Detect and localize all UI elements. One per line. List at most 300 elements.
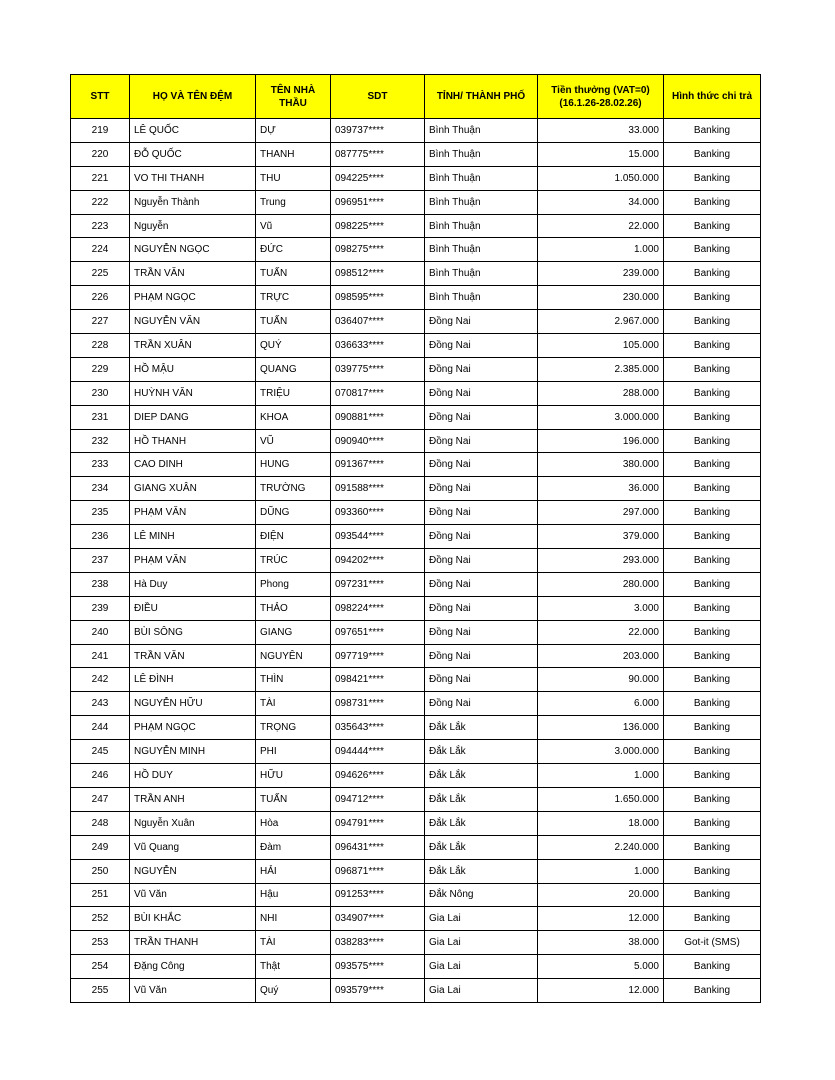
cell-hinh-thuc-chi-tra: Banking (664, 955, 761, 979)
cell-ho-ten-dem: Nguyễn Thành (130, 190, 256, 214)
cell-ho-ten-dem: TRẦN VĂN (130, 644, 256, 668)
cell-tien-thuong: 105.000 (538, 334, 664, 358)
cell-tien-thuong: 380.000 (538, 453, 664, 477)
cell-tinh-thanh-pho: Gia Lai (425, 931, 538, 955)
table-row (71, 286, 761, 310)
cell-tinh-thanh-pho: Gia Lai (425, 907, 538, 931)
cell-hinh-thuc-chi-tra: Banking (664, 764, 761, 788)
cell-ho-ten-dem: TRẦN XUÂN (130, 334, 256, 358)
cell-ten-nha-thau: QUÝ (256, 334, 331, 358)
cell-tien-thuong: 288.000 (538, 381, 664, 405)
cell-tien-thuong: 2.385.000 (538, 357, 664, 381)
cell-tien-thuong: 379.000 (538, 525, 664, 549)
cell-sdt: 096871**** (331, 859, 425, 883)
cell-stt: 220 (71, 142, 130, 166)
cell-hinh-thuc-chi-tra: Banking (664, 477, 761, 501)
cell-tien-thuong: 230.000 (538, 286, 664, 310)
table-row (71, 692, 761, 716)
cell-ho-ten-dem: ĐỖ QUỐC (130, 142, 256, 166)
cell-sdt: 093544**** (331, 525, 425, 549)
cell-hinh-thuc-chi-tra: Banking (664, 119, 761, 143)
table-row (71, 907, 761, 931)
cell-stt: 224 (71, 238, 130, 262)
table-row (71, 787, 761, 811)
cell-hinh-thuc-chi-tra: Banking (664, 286, 761, 310)
header-sdt: SDT (331, 75, 425, 119)
cell-ten-nha-thau: THU (256, 166, 331, 190)
cell-tinh-thanh-pho: Đồng Nai (425, 429, 538, 453)
cell-stt: 225 (71, 262, 130, 286)
cell-hinh-thuc-chi-tra: Banking (664, 262, 761, 286)
cell-ten-nha-thau: HỮU (256, 764, 331, 788)
cell-tien-thuong: 2.240.000 (538, 835, 664, 859)
cell-tinh-thanh-pho: Đắk Lắk (425, 787, 538, 811)
cell-ho-ten-dem: PHẠM VĂN (130, 501, 256, 525)
cell-hinh-thuc-chi-tra: Got-it (SMS) (664, 931, 761, 955)
table-row (71, 740, 761, 764)
cell-tien-thuong: 196.000 (538, 429, 664, 453)
cell-ho-ten-dem: BÙI SÔNG (130, 620, 256, 644)
table-row (71, 596, 761, 620)
table-header-row (71, 75, 761, 119)
cell-tien-thuong: 5.000 (538, 955, 664, 979)
cell-stt: 229 (71, 357, 130, 381)
cell-stt: 246 (71, 764, 130, 788)
cell-ten-nha-thau: DỰ (256, 119, 331, 143)
cell-tinh-thanh-pho: Đắk Nông (425, 883, 538, 907)
cell-tinh-thanh-pho: Bình Thuận (425, 238, 538, 262)
cell-tinh-thanh-pho: Đồng Nai (425, 334, 538, 358)
cell-sdt: 087775**** (331, 142, 425, 166)
cell-tinh-thanh-pho: Đồng Nai (425, 453, 538, 477)
cell-tien-thuong: 136.000 (538, 716, 664, 740)
cell-tien-thuong: 1.000 (538, 859, 664, 883)
cell-stt: 249 (71, 835, 130, 859)
cell-ten-nha-thau: Thật (256, 955, 331, 979)
header-ten-nha-thau: TÊN NHÀ THẦU (256, 75, 331, 119)
cell-ho-ten-dem: NGUYỄN VĂN (130, 310, 256, 334)
cell-tien-thuong: 293.000 (538, 549, 664, 573)
cell-stt: 241 (71, 644, 130, 668)
table-row (71, 811, 761, 835)
cell-sdt: 091588**** (331, 477, 425, 501)
cell-ho-ten-dem: PHẠM NGỌC (130, 286, 256, 310)
cell-ten-nha-thau: TUẤN (256, 310, 331, 334)
cell-ho-ten-dem: BÙI KHẮC (130, 907, 256, 931)
cell-ten-nha-thau: VŨ (256, 429, 331, 453)
table-row (71, 381, 761, 405)
table-row (71, 931, 761, 955)
header-tien-thuong-line2: (16.1.26-28.02.26) (559, 97, 642, 109)
cell-sdt: 096431**** (331, 835, 425, 859)
cell-tinh-thanh-pho: Đồng Nai (425, 477, 538, 501)
cell-sdt: 094712**** (331, 787, 425, 811)
cell-tinh-thanh-pho: Đồng Nai (425, 596, 538, 620)
cell-hinh-thuc-chi-tra: Banking (664, 716, 761, 740)
table-row (71, 357, 761, 381)
cell-tien-thuong: 38.000 (538, 931, 664, 955)
table-row (71, 429, 761, 453)
table-row (71, 716, 761, 740)
cell-tien-thuong: 1.050.000 (538, 166, 664, 190)
header-stt: STT (71, 75, 130, 119)
cell-hinh-thuc-chi-tra: Banking (664, 740, 761, 764)
cell-tien-thuong: 1.650.000 (538, 787, 664, 811)
cell-tinh-thanh-pho: Đồng Nai (425, 668, 538, 692)
table-row (71, 620, 761, 644)
cell-ho-ten-dem: Đặng Công (130, 955, 256, 979)
cell-ten-nha-thau: Hậu (256, 883, 331, 907)
cell-tien-thuong: 2.967.000 (538, 310, 664, 334)
cell-hinh-thuc-chi-tra: Banking (664, 190, 761, 214)
cell-tinh-thanh-pho: Đồng Nai (425, 357, 538, 381)
cell-tinh-thanh-pho: Đắk Lắk (425, 859, 538, 883)
cell-tien-thuong: 280.000 (538, 572, 664, 596)
cell-sdt: 098731**** (331, 692, 425, 716)
cell-ho-ten-dem: VO THI THANH (130, 166, 256, 190)
cell-ho-ten-dem: Vũ Văn (130, 883, 256, 907)
cell-tien-thuong: 36.000 (538, 477, 664, 501)
cell-hinh-thuc-chi-tra: Banking (664, 525, 761, 549)
cell-sdt: 098421**** (331, 668, 425, 692)
cell-sdt: 098224**** (331, 596, 425, 620)
cell-tinh-thanh-pho: Bình Thuận (425, 262, 538, 286)
cell-stt: 238 (71, 572, 130, 596)
cell-tien-thuong: 22.000 (538, 620, 664, 644)
cell-stt: 240 (71, 620, 130, 644)
cell-ho-ten-dem: Vũ Quang (130, 835, 256, 859)
cell-hinh-thuc-chi-tra: Banking (664, 166, 761, 190)
header-tien-thuong-line1: Tiền thưởng (VAT=0) (551, 84, 650, 96)
cell-ten-nha-thau: TRỌNG (256, 716, 331, 740)
cell-tinh-thanh-pho: Đắk Lắk (425, 764, 538, 788)
cell-ten-nha-thau: ĐỨC (256, 238, 331, 262)
cell-tinh-thanh-pho: Bình Thuận (425, 166, 538, 190)
cell-tinh-thanh-pho: Đồng Nai (425, 310, 538, 334)
cell-tinh-thanh-pho: Bình Thuận (425, 142, 538, 166)
cell-hinh-thuc-chi-tra: Banking (664, 549, 761, 573)
table-row (71, 668, 761, 692)
cell-stt: 248 (71, 811, 130, 835)
cell-hinh-thuc-chi-tra: Banking (664, 668, 761, 692)
cell-ho-ten-dem: CAO DINH (130, 453, 256, 477)
table-row (71, 979, 761, 1003)
cell-sdt: 090940**** (331, 429, 425, 453)
cell-stt: 222 (71, 190, 130, 214)
cell-hinh-thuc-chi-tra: Banking (664, 811, 761, 835)
cell-sdt: 097651**** (331, 620, 425, 644)
cell-tinh-thanh-pho: Đắk Lắk (425, 835, 538, 859)
cell-ten-nha-thau: THANH (256, 142, 331, 166)
cell-stt: 226 (71, 286, 130, 310)
cell-stt: 227 (71, 310, 130, 334)
cell-tien-thuong: 203.000 (538, 644, 664, 668)
header-ho-ten-dem: HỌ VÀ TÊN ĐỆM (130, 75, 256, 119)
cell-tinh-thanh-pho: Bình Thuận (425, 190, 538, 214)
cell-tien-thuong: 12.000 (538, 979, 664, 1003)
cell-sdt: 098512**** (331, 262, 425, 286)
cell-tien-thuong: 15.000 (538, 142, 664, 166)
cell-hinh-thuc-chi-tra: Banking (664, 142, 761, 166)
cell-ho-ten-dem: PHẠM VĂN (130, 549, 256, 573)
cell-ho-ten-dem: HỒ DUY (130, 764, 256, 788)
table-row (71, 262, 761, 286)
cell-sdt: 093575**** (331, 955, 425, 979)
cell-ten-nha-thau: THÌN (256, 668, 331, 692)
cell-ten-nha-thau: TRÚC (256, 549, 331, 573)
cell-hinh-thuc-chi-tra: Banking (664, 214, 761, 238)
cell-tinh-thanh-pho: Đắk Lắk (425, 811, 538, 835)
cell-sdt: 094202**** (331, 549, 425, 573)
cell-ten-nha-thau: TUẤN (256, 262, 331, 286)
cell-ho-ten-dem: TRẦN THANH (130, 931, 256, 955)
table-row (71, 572, 761, 596)
cell-tinh-thanh-pho: Bình Thuận (425, 214, 538, 238)
cell-stt: 247 (71, 787, 130, 811)
cell-tien-thuong: 1.000 (538, 764, 664, 788)
cell-tinh-thanh-pho: Đắk Lắk (425, 740, 538, 764)
table-row (71, 166, 761, 190)
cell-hinh-thuc-chi-tra: Banking (664, 692, 761, 716)
cell-ho-ten-dem: DIEP DANG (130, 405, 256, 429)
cell-stt: 244 (71, 716, 130, 740)
cell-ho-ten-dem: Nguyễn Xuân (130, 811, 256, 835)
cell-ten-nha-thau: GIANG (256, 620, 331, 644)
cell-ten-nha-thau: TRIỆU (256, 381, 331, 405)
cell-sdt: 094626**** (331, 764, 425, 788)
cell-ten-nha-thau: TUẤN (256, 787, 331, 811)
cell-sdt: 036633**** (331, 334, 425, 358)
cell-ten-nha-thau: TRƯỜNG (256, 477, 331, 501)
cell-sdt: 098225**** (331, 214, 425, 238)
cell-sdt: 090881**** (331, 405, 425, 429)
table-body (71, 119, 761, 1003)
cell-hinh-thuc-chi-tra: Banking (664, 381, 761, 405)
table-row (71, 214, 761, 238)
cell-hinh-thuc-chi-tra: Banking (664, 596, 761, 620)
cell-ten-nha-thau: HẢI (256, 859, 331, 883)
cell-hinh-thuc-chi-tra: Banking (664, 405, 761, 429)
table-row (71, 525, 761, 549)
header-tien-thuong (538, 75, 664, 119)
cell-sdt: 039775**** (331, 357, 425, 381)
cell-ho-ten-dem: Vũ Văn (130, 979, 256, 1003)
cell-hinh-thuc-chi-tra: Banking (664, 453, 761, 477)
cell-hinh-thuc-chi-tra: Banking (664, 310, 761, 334)
cell-ho-ten-dem: TRẦN ANH (130, 787, 256, 811)
cell-tinh-thanh-pho: Bình Thuận (425, 286, 538, 310)
cell-sdt: 091367**** (331, 453, 425, 477)
cell-hinh-thuc-chi-tra: Banking (664, 644, 761, 668)
cell-tien-thuong: 90.000 (538, 668, 664, 692)
cell-ho-ten-dem: TRẦN VĂN (130, 262, 256, 286)
cell-stt: 235 (71, 501, 130, 525)
cell-tinh-thanh-pho: Đồng Nai (425, 501, 538, 525)
cell-sdt: 094225**** (331, 166, 425, 190)
cell-ten-nha-thau: QUANG (256, 357, 331, 381)
cell-tien-thuong: 6.000 (538, 692, 664, 716)
cell-ho-ten-dem: NGUYỄN (130, 859, 256, 883)
table-row (71, 119, 761, 143)
cell-tinh-thanh-pho: Đồng Nai (425, 405, 538, 429)
cell-ho-ten-dem: LÊ QUỐC (130, 119, 256, 143)
cell-sdt: 093579**** (331, 979, 425, 1003)
cell-hinh-thuc-chi-tra: Banking (664, 620, 761, 644)
table-row (71, 477, 761, 501)
cell-hinh-thuc-chi-tra: Banking (664, 979, 761, 1003)
cell-ten-nha-thau: NHI (256, 907, 331, 931)
cell-ten-nha-thau: THẢO (256, 596, 331, 620)
cell-tien-thuong: 20.000 (538, 883, 664, 907)
cell-sdt: 070817**** (331, 381, 425, 405)
cell-ten-nha-thau: PHI (256, 740, 331, 764)
header-tinh-thanh-pho: TỈNH/ THÀNH PHỐ (425, 75, 538, 119)
cell-tinh-thanh-pho: Đồng Nai (425, 381, 538, 405)
cell-sdt: 038283**** (331, 931, 425, 955)
cell-tinh-thanh-pho: Bình Thuận (425, 119, 538, 143)
cell-tien-thuong: 239.000 (538, 262, 664, 286)
cell-sdt: 096951**** (331, 190, 425, 214)
cell-tien-thuong: 297.000 (538, 501, 664, 525)
cell-stt: 233 (71, 453, 130, 477)
cell-ho-ten-dem: LÊ ĐÌNH (130, 668, 256, 692)
cell-ten-nha-thau: TRỰC (256, 286, 331, 310)
cell-stt: 245 (71, 740, 130, 764)
cell-ten-nha-thau: ĐIỆN (256, 525, 331, 549)
cell-ten-nha-thau: DŨNG (256, 501, 331, 525)
reward-table (70, 74, 761, 1003)
cell-tien-thuong: 33.000 (538, 119, 664, 143)
cell-sdt: 094444**** (331, 740, 425, 764)
cell-sdt: 098275**** (331, 238, 425, 262)
cell-sdt: 091253**** (331, 883, 425, 907)
cell-ten-nha-thau: Đàm (256, 835, 331, 859)
cell-tinh-thanh-pho: Đồng Nai (425, 572, 538, 596)
cell-ho-ten-dem: LÊ MINH (130, 525, 256, 549)
cell-tinh-thanh-pho: Gia Lai (425, 955, 538, 979)
cell-ten-nha-thau: Hòa (256, 811, 331, 835)
cell-ho-ten-dem: Hà Duy (130, 572, 256, 596)
table-row (71, 405, 761, 429)
cell-sdt: 039737**** (331, 119, 425, 143)
table-row (71, 764, 761, 788)
cell-stt: 242 (71, 668, 130, 692)
cell-sdt: 097719**** (331, 644, 425, 668)
cell-stt: 221 (71, 166, 130, 190)
table-row (71, 310, 761, 334)
table-row (71, 955, 761, 979)
cell-stt: 234 (71, 477, 130, 501)
cell-tien-thuong: 12.000 (538, 907, 664, 931)
cell-stt: 228 (71, 334, 130, 358)
cell-ho-ten-dem: GIANG XUÂN (130, 477, 256, 501)
cell-stt: 223 (71, 214, 130, 238)
table-row (71, 835, 761, 859)
cell-hinh-thuc-chi-tra: Banking (664, 907, 761, 931)
cell-ten-nha-thau: Vũ (256, 214, 331, 238)
cell-ho-ten-dem: HUỲNH VĂN (130, 381, 256, 405)
cell-ten-nha-thau: NGUYÊN (256, 644, 331, 668)
cell-stt: 219 (71, 119, 130, 143)
cell-hinh-thuc-chi-tra: Banking (664, 238, 761, 262)
cell-sdt: 034907**** (331, 907, 425, 931)
cell-tinh-thanh-pho: Đồng Nai (425, 692, 538, 716)
cell-ten-nha-thau: Phong (256, 572, 331, 596)
cell-hinh-thuc-chi-tra: Banking (664, 429, 761, 453)
table-row (71, 859, 761, 883)
cell-tinh-thanh-pho: Đồng Nai (425, 620, 538, 644)
cell-hinh-thuc-chi-tra: Banking (664, 883, 761, 907)
cell-ten-nha-thau: Quý (256, 979, 331, 1003)
cell-stt: 254 (71, 955, 130, 979)
cell-stt: 243 (71, 692, 130, 716)
cell-ho-ten-dem: Nguyễn (130, 214, 256, 238)
cell-sdt: 094791**** (331, 811, 425, 835)
cell-hinh-thuc-chi-tra: Banking (664, 787, 761, 811)
cell-stt: 253 (71, 931, 130, 955)
cell-hinh-thuc-chi-tra: Banking (664, 835, 761, 859)
cell-sdt: 036407**** (331, 310, 425, 334)
table-row (71, 142, 761, 166)
cell-ho-ten-dem: NGUYỄN MINH (130, 740, 256, 764)
table-row (71, 238, 761, 262)
cell-stt: 237 (71, 549, 130, 573)
cell-tien-thuong: 3.000.000 (538, 405, 664, 429)
table-row (71, 501, 761, 525)
cell-ten-nha-thau: HUNG (256, 453, 331, 477)
cell-tien-thuong: 22.000 (538, 214, 664, 238)
cell-tien-thuong: 18.000 (538, 811, 664, 835)
cell-hinh-thuc-chi-tra: Banking (664, 501, 761, 525)
cell-stt: 251 (71, 883, 130, 907)
cell-tien-thuong: 1.000 (538, 238, 664, 262)
table-row (71, 883, 761, 907)
table-row (71, 549, 761, 573)
table-row (71, 334, 761, 358)
cell-sdt: 093360**** (331, 501, 425, 525)
cell-ho-ten-dem: HỒ MẬU (130, 357, 256, 381)
cell-hinh-thuc-chi-tra: Banking (664, 859, 761, 883)
cell-tien-thuong: 34.000 (538, 190, 664, 214)
cell-stt: 230 (71, 381, 130, 405)
cell-sdt: 097231**** (331, 572, 425, 596)
cell-hinh-thuc-chi-tra: Banking (664, 572, 761, 596)
table-row (71, 644, 761, 668)
cell-sdt: 035643**** (331, 716, 425, 740)
cell-stt: 255 (71, 979, 130, 1003)
cell-ho-ten-dem: NGUYỄN NGỌC (130, 238, 256, 262)
cell-sdt: 098595**** (331, 286, 425, 310)
cell-hinh-thuc-chi-tra: Banking (664, 357, 761, 381)
cell-ho-ten-dem: ĐIỀU (130, 596, 256, 620)
cell-ten-nha-thau: TÀI (256, 931, 331, 955)
cell-ho-ten-dem: HỒ THANH (130, 429, 256, 453)
cell-tien-thuong: 3.000.000 (538, 740, 664, 764)
cell-ten-nha-thau: KHOA (256, 405, 331, 429)
cell-stt: 236 (71, 525, 130, 549)
cell-stt: 252 (71, 907, 130, 931)
cell-ten-nha-thau: TÀI (256, 692, 331, 716)
cell-stt: 232 (71, 429, 130, 453)
cell-ten-nha-thau: Trung (256, 190, 331, 214)
cell-tinh-thanh-pho: Đồng Nai (425, 525, 538, 549)
cell-stt: 231 (71, 405, 130, 429)
cell-tinh-thanh-pho: Gia Lai (425, 979, 538, 1003)
cell-ho-ten-dem: NGUYỄN HỮU (130, 692, 256, 716)
header-hinh-thuc-chi-tra: Hình thức chi trả (664, 75, 761, 119)
cell-tinh-thanh-pho: Đồng Nai (425, 549, 538, 573)
table-row (71, 453, 761, 477)
